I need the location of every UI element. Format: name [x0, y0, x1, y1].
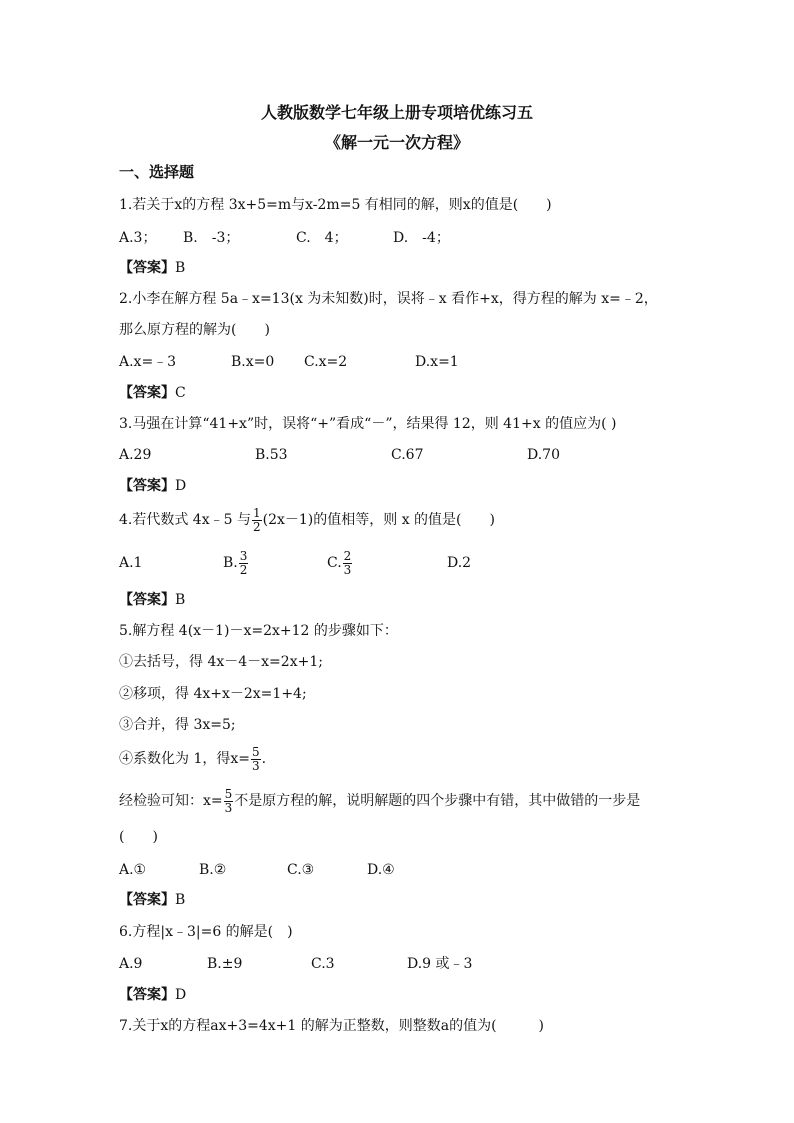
- option-c: C.67: [391, 447, 424, 463]
- answer-value: D: [175, 478, 187, 494]
- fraction-denominator: 2: [252, 519, 261, 534]
- fraction: [343, 550, 353, 577]
- question-5-step-1: ①去括号，得 4x－4－x=2x+1;: [119, 654, 323, 670]
- question-6-stem: 6.方程|x﹣3|=6 的解是( ): [119, 924, 293, 940]
- option-c: C.3: [311, 956, 335, 972]
- option-a: A.9: [119, 956, 143, 972]
- question-5-step-2: ②移项，得 4x+x－2x=1+4;: [119, 686, 307, 702]
- answer-tag: 【答案】: [119, 385, 175, 401]
- check-text-b: 不是原方程的解，说明解题的四个步骤中有错，其中做错的一步是: [234, 793, 641, 809]
- question-7-stem: 7.关于x的方程ax+3=4x+1 的解为正整数，则整数a的值为( ): [119, 1018, 545, 1034]
- answer-value: C: [175, 385, 186, 401]
- fraction: [224, 788, 234, 815]
- option-c-label: C.: [327, 555, 342, 571]
- answer-tag: 【答案】: [119, 892, 175, 908]
- option-b: B. -3；: [183, 230, 240, 246]
- option-a: A.1: [119, 555, 143, 571]
- option-d: D.x=1: [415, 354, 459, 370]
- option-a: A.x=﹣3: [119, 354, 177, 370]
- question-4-answer: [119, 590, 185, 610]
- question-5-step-4: [119, 742, 266, 776]
- option-d: D.70: [527, 447, 560, 463]
- question-6-answer: [119, 985, 186, 1005]
- question-3-answer: [119, 476, 186, 496]
- question-1-options: [119, 228, 450, 248]
- question-5-check: [119, 784, 640, 818]
- question-1-stem: 1.若关于x的方程 3x+5=m与x-2m=5 有相同的解，则x的值是( ): [119, 197, 552, 213]
- option-a: A.3；: [119, 230, 157, 246]
- question-1-answer: [119, 258, 185, 278]
- question-2-stem-line2: 那么原方程的解为( ): [119, 322, 270, 338]
- question-6-options: [119, 954, 472, 974]
- question-3-options: [119, 445, 560, 465]
- section-heading: 一、选择题: [119, 163, 195, 181]
- step-4-end: .: [261, 751, 267, 767]
- question-3-stem: 3.马强在计算“41+x”时，误将“+”看成“－”，结果得 12，则 41+x 的值应为( ): [119, 416, 617, 432]
- option-c: C. 4；: [296, 230, 348, 246]
- question-4-stem: [119, 505, 495, 535]
- fraction-numerator: 3: [239, 548, 248, 563]
- option-d: D.9 或﹣3: [407, 956, 473, 972]
- check-text-a: 经检验可知：x=: [119, 793, 223, 809]
- fraction-numerator: 2: [343, 548, 352, 563]
- question-4-options: [119, 545, 471, 581]
- option-d: D.2: [447, 555, 472, 571]
- fraction: [251, 746, 261, 773]
- option-c: [327, 545, 447, 581]
- answer-tag: 【答案】: [119, 987, 175, 1003]
- fraction: [252, 507, 262, 534]
- stem-part-a: 4.若代数式 4x﹣5 与: [119, 512, 251, 528]
- answer-tag: 【答案】: [119, 592, 175, 608]
- question-2-stem-line1: 2.小李在解方程 5a﹣x=13(x 为未知数)时，误将﹣x 看作+x，得方程的解为 x=﹣2，: [119, 291, 658, 307]
- option-c: C.x=2: [304, 354, 348, 370]
- step-4-text: ④系数化为 1，得x=: [119, 751, 250, 767]
- option-b: B.x=0: [231, 354, 275, 370]
- fraction-denominator: 3: [343, 562, 352, 577]
- answer-value: D: [175, 987, 187, 1003]
- fraction-numerator: 5: [224, 786, 233, 801]
- option-c: C.③: [287, 862, 315, 878]
- option-b: B.±9: [207, 956, 243, 972]
- answer-value: B: [175, 260, 186, 276]
- question-2-options: [119, 352, 459, 372]
- fraction-denominator: 3: [224, 800, 233, 815]
- option-b: [223, 545, 327, 581]
- fraction-numerator: 5: [251, 744, 260, 759]
- answer-value: B: [175, 592, 186, 608]
- document-subtitle: 《解一元一次方程》: [324, 133, 469, 152]
- option-a: A.29: [119, 447, 152, 463]
- option-b-label: B.: [223, 555, 238, 571]
- option-a: A.①: [119, 862, 147, 878]
- fraction: [239, 550, 249, 577]
- fraction-denominator: 3: [251, 758, 260, 773]
- fraction-denominator: 2: [239, 562, 248, 577]
- question-5-step-3: ③合并，得 3x=5;: [119, 717, 236, 733]
- answer-tag: 【答案】: [119, 478, 175, 494]
- option-b: B.②: [199, 862, 227, 878]
- answer-tag: 【答案】: [119, 260, 175, 276]
- question-2-answer: [119, 383, 186, 403]
- question-5-stem: 5.解方程 4(x－1)－x=2x+12 的步骤如下：: [119, 623, 398, 639]
- document-title: 人教版数学七年级上册专项培优练习五: [260, 103, 533, 122]
- stem-part-b: (2x－1)的值相等，则 x 的值是( ): [262, 512, 495, 528]
- question-5-paren: ( ): [119, 829, 158, 845]
- option-b: B.53: [255, 447, 288, 463]
- option-d: D.④: [367, 862, 395, 878]
- answer-value: B: [175, 892, 186, 908]
- question-5-options: [119, 860, 395, 880]
- question-5-answer: [119, 890, 185, 910]
- fraction-numerator: 1: [252, 505, 261, 520]
- option-d: D. -4；: [393, 230, 450, 246]
